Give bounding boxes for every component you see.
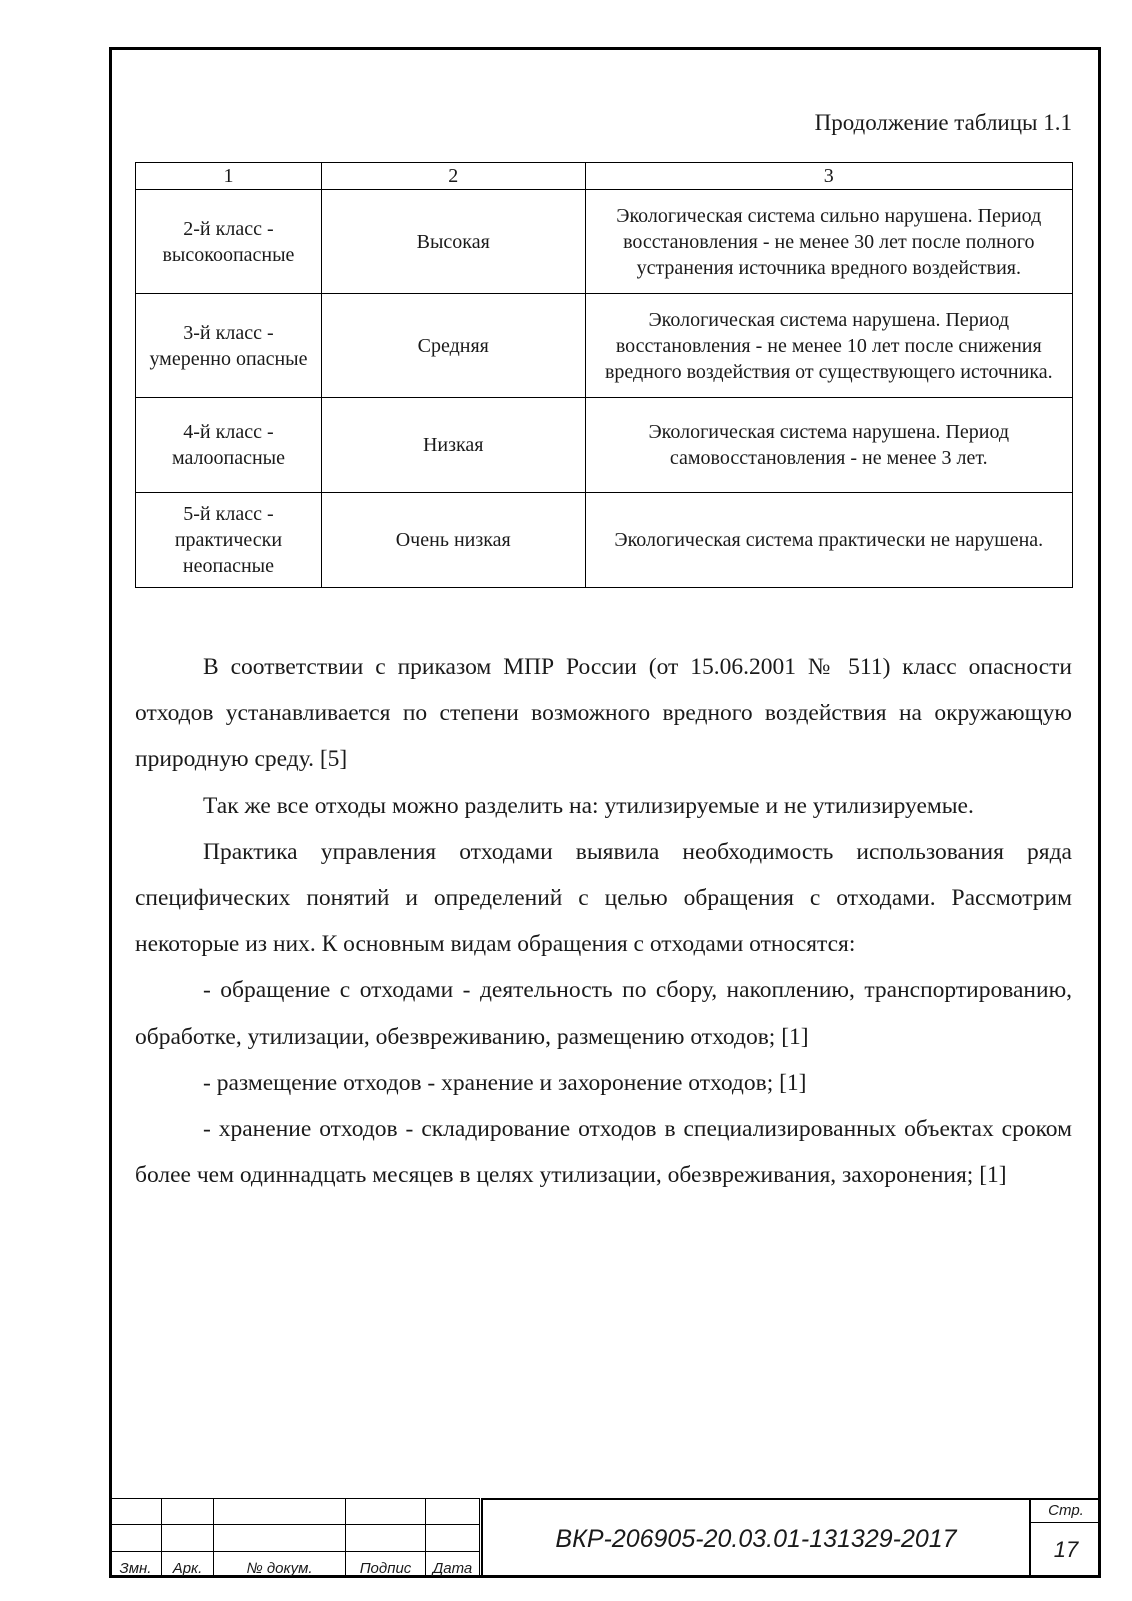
class-cell: 4-й класс - малоопасные: [136, 398, 322, 493]
header-cell: 1: [136, 163, 322, 190]
description-cell: Экологическая система нарушена. Период восстановления - не менее 10 лет после снижения вредного воздействия от существующего источника.: [585, 294, 1072, 398]
header-cell: 2: [321, 163, 585, 190]
degree-cell: Средняя: [321, 294, 585, 398]
paragraph: Практика управления отходами выявила необходимость использования ряда специфических понятий и определений с целью обращения с отходами. Рассмотрим некоторые из них. К основным видам обращения с отходами относятся:: [135, 838, 1072, 958]
class-cell: 3-й класс - умеренно опасные: [136, 294, 322, 398]
description-cell: Экологическая система нарушена. Период самовосстановления - не менее 3 лет.: [585, 398, 1072, 493]
stamp-label: Подпис: [346, 1552, 426, 1578]
page-number-box: [1029, 1498, 1101, 1578]
paragraph: - размещение отходов - хранение и захоронение отходов; [1]: [203, 1069, 807, 1096]
degree-cell: Очень низкая: [321, 493, 585, 588]
continuation-title: Продолжение таблицы 1.1: [814, 110, 1072, 135]
document-code: ВКР-206905-20.03.01-131329-2017: [481, 1498, 1029, 1578]
table-row: [136, 190, 1073, 294]
paragraph: - обращение с отходами - деятельность по сбору, накоплению, транспортированию, обработке, утилизации, обезвреживанию, размещению отходов; [1]: [135, 977, 1072, 1050]
hazard-class-table: [135, 162, 1073, 588]
page-number: 17: [1053, 1537, 1079, 1562]
paragraph: В соответствии с приказом МПР России (от 15.06.2001 № 511) класс опасности отходов устанавливается по степени возможного вредного воздействия на окружающую природную среду. [5]: [135, 654, 1072, 773]
paragraph: - хранение отходов - складирование отходов в специализированных объектах сроком более чем одиннадцать месяцев в целях утилизации, обезвреживания, захоронения; [1]: [135, 1116, 1072, 1189]
description-cell: Экологическая система сильно нарушена. Период восстановления - не менее 30 лет после полного устранения источника вредного воздействия.: [585, 190, 1072, 294]
table-header-row: [136, 163, 1073, 190]
stamp-label: Арк.: [162, 1552, 214, 1578]
stamp-label: № докум.: [214, 1552, 346, 1578]
table-row: [136, 294, 1073, 398]
class-cell: 2-й класс - высокоопасные: [136, 190, 322, 294]
table-row: [136, 493, 1073, 588]
degree-cell: Низкая: [321, 398, 585, 493]
description-cell: Экологическая система практически не нарушена.: [585, 493, 1072, 588]
paragraph: Так же все отходы можно разделить на: утилизируемые и не утилизируемые.: [203, 792, 974, 819]
body-text: [135, 644, 1072, 1198]
header-cell: 3: [585, 163, 1072, 190]
title-block: [109, 1498, 1101, 1578]
revision-grid: [109, 1498, 480, 1578]
stamp-label: Змн.: [110, 1552, 162, 1578]
stamp-label: Дата: [426, 1552, 480, 1578]
class-cell: 5-й класс - практически неопасные: [136, 493, 322, 588]
table-row: [136, 398, 1073, 493]
page-label: Стр.: [1031, 1500, 1101, 1523]
degree-cell: Высокая: [321, 190, 585, 294]
